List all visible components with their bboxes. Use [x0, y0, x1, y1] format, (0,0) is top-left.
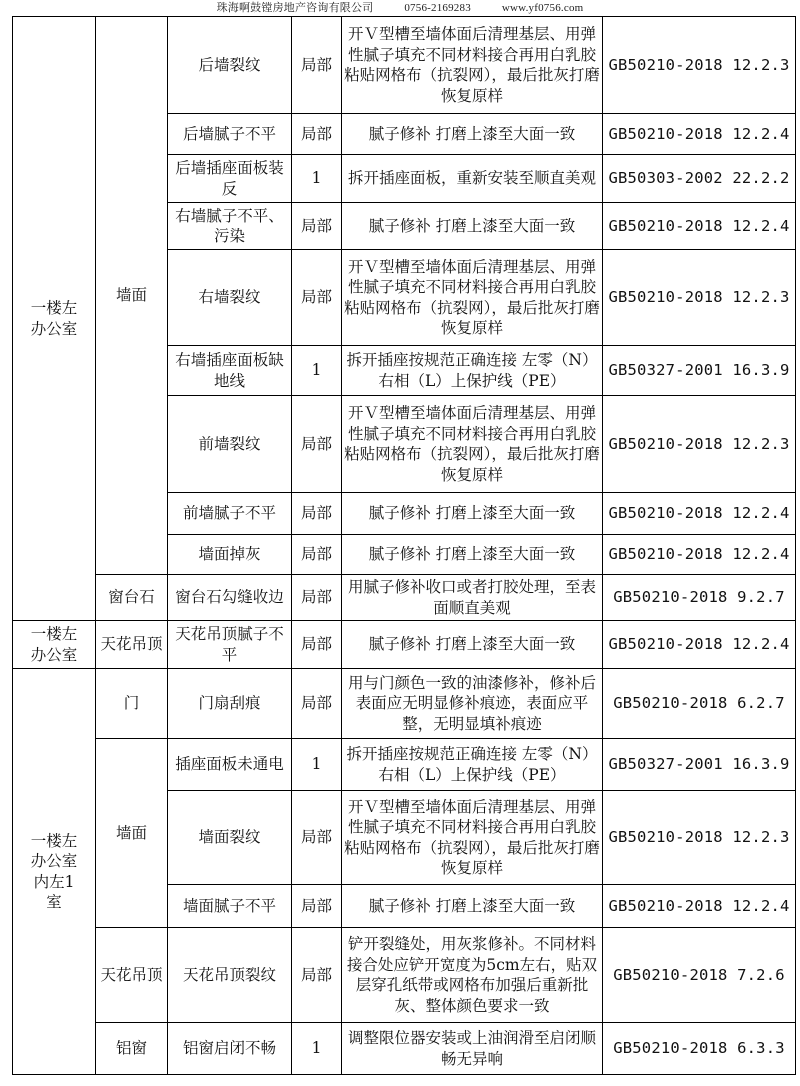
- method-cell: 拆开插座面板，重新安装至顺直美观: [342, 155, 603, 203]
- issue-cell: 后墙腻子不平: [168, 114, 292, 155]
- issue-cell: 右墙裂纹: [168, 250, 292, 346]
- method-cell: 开Ｖ型槽至墙体面后清理基层、用弹性腻子填充不同材料接合再用白乳胶粘贴网格布（抗裂网），最后批灰打磨恢复原样: [342, 791, 603, 885]
- standard-cell: GB50210-2018 12.2.4: [603, 203, 796, 250]
- standard-cell: GB50210-2018 12.2.4: [603, 885, 796, 928]
- qty-cell: 1: [292, 155, 342, 203]
- table-row: [13, 669, 796, 739]
- method-cell: 腻子修补 打磨上漆至大面一致: [342, 114, 603, 155]
- standard-cell: GB50210-2018 12.2.4: [603, 493, 796, 535]
- table-row: [13, 621, 796, 669]
- qty-cell: 局部: [292, 396, 342, 493]
- method-cell: 用腻子修补收口或者打胶处理，至表面顺直美观: [342, 575, 603, 621]
- table-row: [13, 17, 796, 114]
- standard-cell: GB50327-2001 16.3.9: [603, 739, 796, 791]
- standard-cell: GB50210-2018 12.2.3: [603, 791, 796, 885]
- qty-cell: 局部: [292, 575, 342, 621]
- standard-cell: GB50210-2018 6.2.7: [603, 669, 796, 739]
- issue-cell: 墙面腻子不平: [168, 885, 292, 928]
- company-name: 珠海啊鼓镗房地产咨询有限公司: [216, 2, 374, 14]
- standard-cell: GB50210-2018 12.2.3: [603, 17, 796, 114]
- part-cell: 天花吊顶: [96, 621, 168, 669]
- qty-cell: 局部: [292, 114, 342, 155]
- room-cell: 一楼左办公室: [13, 17, 96, 621]
- standard-cell: GB50303-2002 22.2.2: [603, 155, 796, 203]
- issue-cell: 墙面裂纹: [168, 791, 292, 885]
- part-cell: 墙面: [96, 739, 168, 928]
- method-cell: 腻子修补 打磨上漆至大面一致: [342, 621, 603, 669]
- standard-cell: GB50210-2018 6.3.3: [603, 1023, 796, 1075]
- part-cell: 天花吊顶: [96, 928, 168, 1023]
- qty-cell: 局部: [292, 203, 342, 250]
- issue-cell: 窗台石勾缝收边: [168, 575, 292, 621]
- qty-cell: 局部: [292, 928, 342, 1023]
- method-cell: 腻子修补 打磨上漆至大面一致: [342, 203, 603, 250]
- method-cell: 腻子修补 打磨上漆至大面一致: [342, 885, 603, 928]
- qty-cell: 局部: [292, 621, 342, 669]
- standard-cell: GB50210-2018 12.2.4: [603, 114, 796, 155]
- method-cell: 拆开插座按规范正确连接 左零（N）右相（L）上保护线（PE）: [342, 346, 603, 396]
- table-row: [13, 928, 796, 1023]
- issue-cell: 前墙腻子不平: [168, 493, 292, 535]
- qty-cell: 1: [292, 346, 342, 396]
- part-cell: 铝窗: [96, 1023, 168, 1075]
- issue-cell: 铝窗启闭不畅: [168, 1023, 292, 1075]
- standard-cell: GB50210-2018 7.2.6: [603, 928, 796, 1023]
- inspection-table: [12, 16, 796, 1075]
- qty-cell: 局部: [292, 17, 342, 114]
- qty-cell: 局部: [292, 250, 342, 346]
- issue-cell: 门扇刮痕: [168, 669, 292, 739]
- company-website: www.yf0756.com: [501, 2, 584, 14]
- qty-cell: 1: [292, 739, 342, 791]
- qty-cell: 局部: [292, 885, 342, 928]
- issue-cell: 后墙插座面板装反: [168, 155, 292, 203]
- standard-cell: GB50210-2018 12.2.3: [603, 396, 796, 493]
- page-header: [0, 0, 800, 16]
- method-cell: 腻子修补 打磨上漆至大面一致: [342, 535, 603, 575]
- issue-cell: 后墙裂纹: [168, 17, 292, 114]
- method-cell: 铲开裂缝处，用灰浆修补。不同材料接合处应铲开宽度为5cm左右，贴双层穿孔纸带或网格布加强后重新批灰、整体颜色要求一致: [342, 928, 603, 1023]
- table-row: [13, 575, 796, 621]
- qty-cell: 局部: [292, 493, 342, 535]
- method-cell: 开Ｖ型槽至墙体面后清理基层、用弹性腻子填充不同材料接合再用白乳胶粘贴网格布（抗裂网），最后批灰打磨恢复原样: [342, 17, 603, 114]
- standard-cell: GB50210-2018 9.2.7: [603, 575, 796, 621]
- standard-cell: GB50327-2001 16.3.9: [603, 346, 796, 396]
- qty-cell: 1: [292, 1023, 342, 1075]
- room-cell: 一楼左办公室: [13, 621, 96, 669]
- issue-cell: 天花吊顶裂纹: [168, 928, 292, 1023]
- issue-cell: 右墙插座面板缺地线: [168, 346, 292, 396]
- issue-cell: 右墙腻子不平、污染: [168, 203, 292, 250]
- method-cell: 调整限位器安装或上油润滑至启闭顺畅无异响: [342, 1023, 603, 1075]
- qty-cell: 局部: [292, 669, 342, 739]
- qty-cell: 局部: [292, 791, 342, 885]
- method-cell: 开Ｖ型槽至墙体面后清理基层、用弹性腻子填充不同材料接合再用白乳胶粘贴网格布（抗裂网），最后批灰打磨恢复原样: [342, 396, 603, 493]
- issue-cell: 插座面板未通电: [168, 739, 292, 791]
- method-cell: 用与门颜色一致的油漆修补，修补后表面应无明显修补痕迹，表面应平整，无明显填补痕迹: [342, 669, 603, 739]
- method-cell: 开Ｖ型槽至墙体面后清理基层、用弹性腻子填充不同材料接合再用白乳胶粘贴网格布（抗裂网），最后批灰打磨恢复原样: [342, 250, 603, 346]
- part-cell: 门: [96, 669, 168, 739]
- table-row: [13, 1023, 796, 1075]
- issue-cell: 天花吊顶腻子不平: [168, 621, 292, 669]
- room-cell: 一楼左办公室内左1室: [13, 669, 96, 1075]
- standard-cell: GB50210-2018 12.2.4: [603, 621, 796, 669]
- table-row: [13, 739, 796, 791]
- method-cell: 拆开插座按规范正确连接 左零（N）右相（L）上保护线（PE）: [342, 739, 603, 791]
- issue-cell: 前墙裂纹: [168, 396, 292, 493]
- company-phone: 0756-2169283: [404, 2, 471, 14]
- standard-cell: GB50210-2018 12.2.4: [603, 535, 796, 575]
- part-cell: 窗台石: [96, 575, 168, 621]
- qty-cell: 局部: [292, 535, 342, 575]
- standard-cell: GB50210-2018 12.2.3: [603, 250, 796, 346]
- issue-cell: 墙面掉灰: [168, 535, 292, 575]
- part-cell: 墙面: [96, 17, 168, 575]
- method-cell: 腻子修补 打磨上漆至大面一致: [342, 493, 603, 535]
